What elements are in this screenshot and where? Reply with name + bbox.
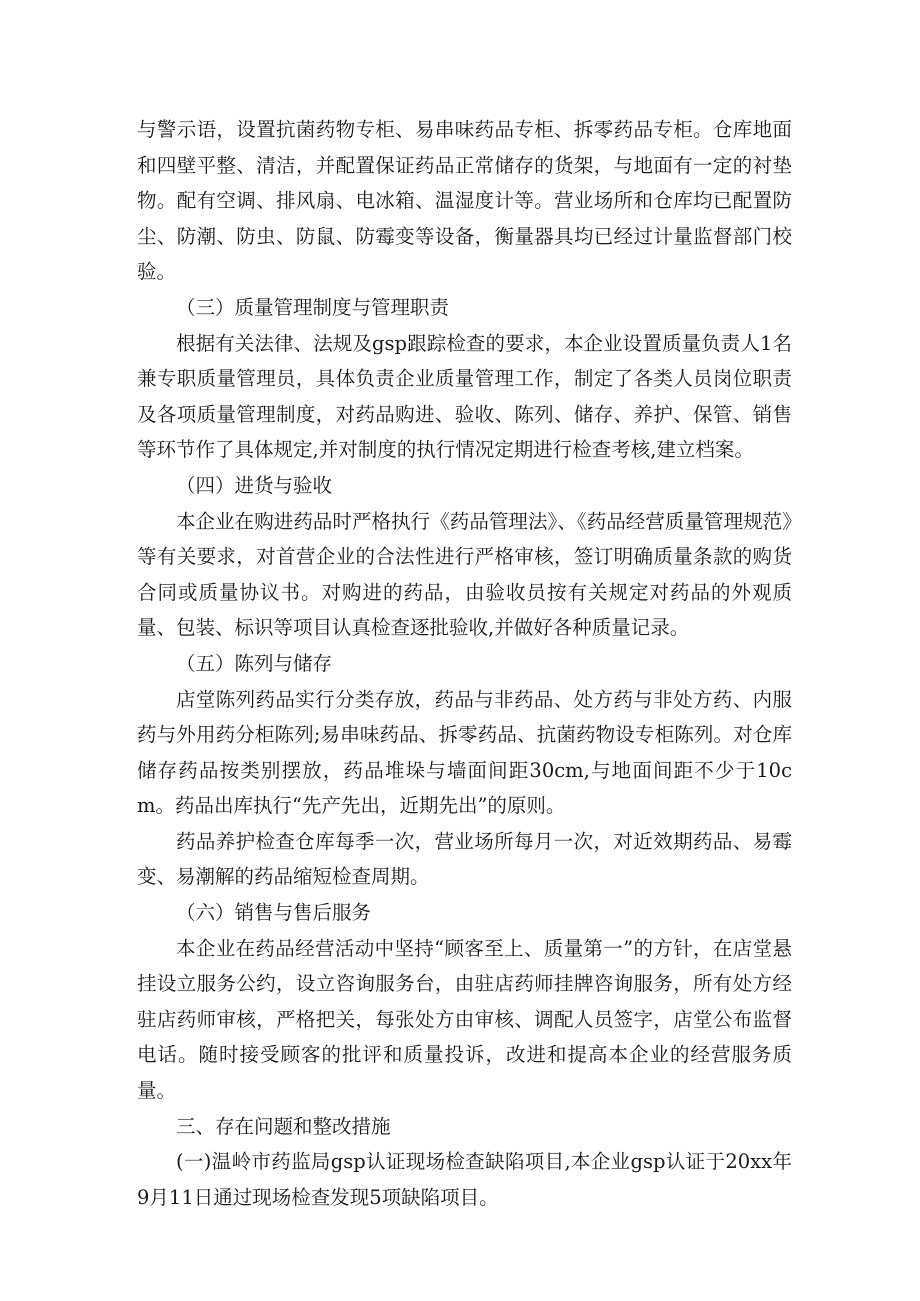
paragraph-inspection-defects: (一)温岭市药监局gsp认证现场检查缺陷项目,本企业gsp认证于20xx年9月11日通过现场检查发现5项缺陷项目。 xyxy=(137,1150,792,1209)
paragraph-purchase-acceptance: 本企业在购进药品时严格执行《药品管理法》、《药品经营质量管理规范》等有关要求，对首营企业的合法性进行严格审核，签订明确质量条款的购货合同或质量协议书。对购进的药品，由验收员按有关规定对药品的外观质量、包装、标识等项目认真检查逐批验收,并做好各种质量记录。 xyxy=(137,509,792,640)
paragraph-maintenance-inspection: 药品养护检查仓库每季一次，营业场所每月一次，对近效期药品、易霉变、易潮解的药品缩短检查周期。 xyxy=(137,829,792,889)
paragraph-sales-service: 本企业在药品经营活动中坚持“顾客至上、质量第一”的方针，在店堂悬挂设立服务公约，设立咨询服务台，由驻店药师挂牌咨询服务，所有处方经驻店药师审核，严格把关，每张处方由审核、调配人员签字，店堂公布监督电话。随时接受顾客的批评和质量投诉，改进和提高本企业的经营服务质量。 xyxy=(137,936,792,1103)
paragraph-storage-continued: 与警示语，设置抗菌药物专柜、易串味药品专柜、拆零药品专柜。仓库地面和四壁平整、清洁，并配置保证药品正常储存的货架，与地面有一定的衬垫物。配有空调、排风扇、电冰箱、温湿度计等。营业场所和仓库均已配置防尘、防潮、防虫、防鼠、防霉变等设备，衡量器具均已经过计量监督部门校验。 xyxy=(137,118,792,284)
document-body xyxy=(137,112,792,1215)
paragraph-display-storage: 店堂陈列药品实行分类存放，药品与非药品、处方药与非处方药、内服药与外用药分柜陈列;易串味药品、拆零药品、抗菌药物设专柜陈列。对仓库储存药品按类别摆放，药品堆垛与墙面间距30cm,与地面间距不少于10cm。药品出库执行“先产先出，近期先出”的原则。 xyxy=(137,687,792,818)
heading-sales-service: （六）销售与售后服务 xyxy=(176,901,372,925)
paragraph-quality-management: 根据有关法律、法规及gsp跟踪检查的要求，本企业设置质量负责人1名兼专职质量管理员，具体负责企业质量管理工作，制定了各类人员岗位职责及各项质量管理制度，对药品购进、验收、陈列、储存、养护、保管、销售等环节作了具体规定,并对制度的执行情况定期进行检查考核,建立档案。 xyxy=(137,331,792,462)
heading-purchase-acceptance: （四）进货与验收 xyxy=(176,473,333,497)
heading-quality-management: （三）质量管理制度与管理职责 xyxy=(176,295,450,319)
heading-problems-rectification: 三、存在问题和整改措施 xyxy=(176,1114,391,1138)
heading-display-storage: （五）陈列与储存 xyxy=(176,651,333,675)
